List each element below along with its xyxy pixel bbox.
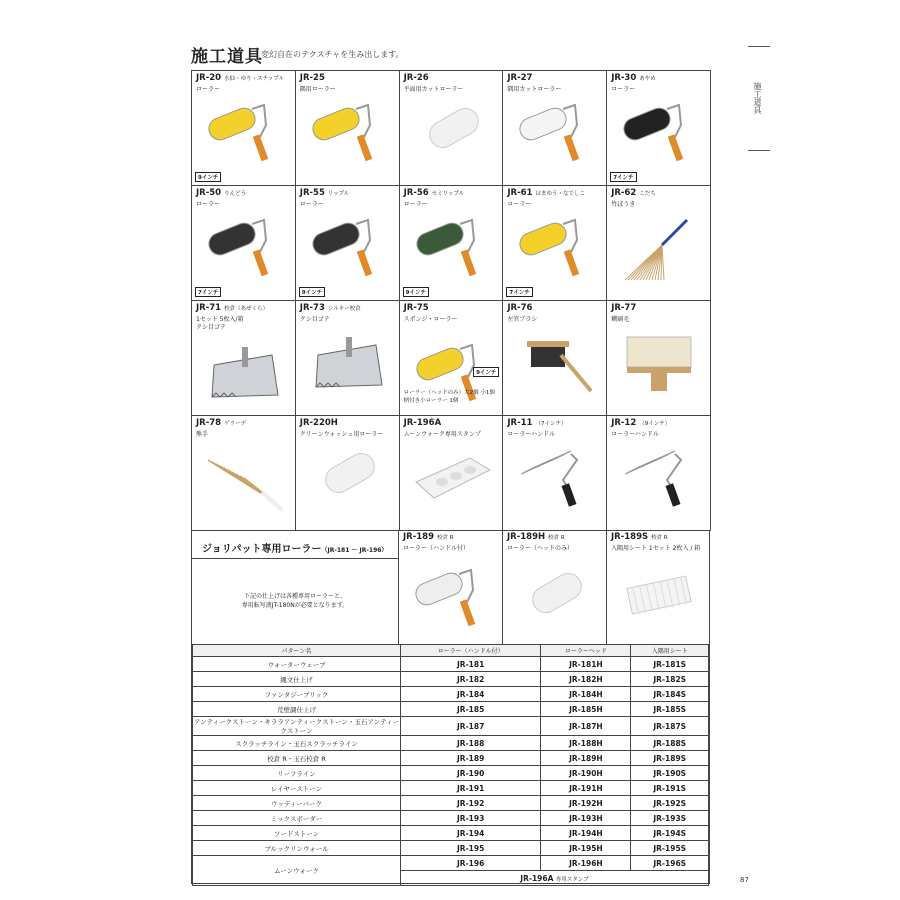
product-cell [503,186,607,301]
roller-section-intro [192,530,399,644]
product-description: スポンジ・ローラー [403,316,458,323]
product-description: ローラー（ハンドル付） [403,545,470,552]
roller-code: JR-195 [401,841,541,856]
product-code: JR-55 リップル [299,188,350,198]
stamp-code: JR-196A 専用スタンプ [401,871,709,886]
table-row [193,811,709,826]
roller-head-code: JR-184H [541,687,631,702]
brush-icon [513,325,597,397]
sheet-code: JR-195S [631,841,709,856]
product-cell [607,71,711,186]
roller-head-code: JR-196H [541,856,631,871]
product-description: 左官ブラシ [507,316,538,323]
product-code: JR-11 （7インチ） [507,418,567,428]
product-code: JR-220H [299,418,338,428]
sheet-icon [617,560,701,632]
table-row [193,856,709,871]
pattern-name: 校倉 R・玉石校倉 R [193,751,401,766]
sheet-code: JR-187S [631,717,709,736]
product-cell [400,186,504,301]
roller-head-code: JR-182H [541,672,631,687]
sheet-code: JR-181S [631,657,709,672]
paint-roller-icon [513,210,597,282]
product-cell [503,71,607,186]
table-row [193,751,709,766]
roller-code: JR-193 [401,811,541,826]
comb-trowel-icon [202,335,286,407]
product-code: JR-20 水仙・ゆり・スチップル [196,73,285,83]
sheet-code: JR-192S [631,796,709,811]
roller-handle-icon [617,440,701,512]
roller-handle-icon [513,440,597,512]
product-description: ローラー [403,201,428,208]
sidebar-section-label: 施工道具 [753,82,762,114]
page-number: 87 [740,876,749,884]
table-header-row [193,645,709,657]
table-row [193,766,709,781]
roller-code: JR-187 [401,717,541,736]
roller-code: JR-194 [401,826,541,841]
table-row [193,826,709,841]
product-description: 隅用カットローラー [507,86,562,93]
paint-roller-icon [409,560,493,632]
sheet-code: JR-190S [631,766,709,781]
product-code: JR-76 [507,303,533,313]
roller-section [191,530,710,884]
roller-section-note: 下記の仕上げは各種専用ローラーと、 専用転写液JT-180Nが必要となります。 [241,593,349,609]
pattern-table [192,644,709,886]
product-description: 竹ぼうき [611,201,636,208]
product-code: JR-26 [403,73,429,83]
product-cell [296,301,400,416]
product-code: JR-25 [299,73,325,83]
column-header: ローラーヘッド [541,645,631,657]
page-subtitle: 変幻自在のテクスチャを生み出します。 [261,50,404,59]
column-header: ローラー（ハンドル付） [401,645,541,657]
pattern-name: ウォーターウェーブ [193,657,401,672]
roller-head-code: JR-185H [541,702,631,717]
product-cell [192,71,296,186]
page-header [191,40,711,68]
product-cell [607,186,711,301]
product-cell [399,530,503,644]
product-cell [192,301,296,416]
roller-section-title: ジョリパット専用ローラー（JR-181 ～ JR-196） [202,544,388,555]
size-badge: 9インチ [195,172,221,182]
roller-code: JR-196 [401,856,541,871]
product-description: ローラー [611,86,636,93]
roller-code: JR-191 [401,781,541,796]
wide-brush-icon [617,325,701,397]
sheet-code: JR-196S [631,856,709,871]
product-cell [503,530,607,644]
roller-code: JR-188 [401,736,541,751]
roller-head-code: JR-194H [541,826,631,841]
sidebar-divider-top [748,46,770,47]
roller-head-code: JR-193H [541,811,631,826]
product-cell [192,186,296,301]
product-cell [607,530,711,644]
table-row [193,672,709,687]
product-description: 糊刷毛 [611,316,630,323]
pattern-name: 縄文仕上げ [193,672,401,687]
roller-head-icon [513,560,597,632]
roller-head-icon [306,440,390,512]
pattern-name: リーフライン [193,766,401,781]
product-cell [296,71,400,186]
roller-code: JR-181 [401,657,541,672]
size-badge: 9インチ [403,287,429,297]
product-description: ローラー [196,86,221,93]
table-row [193,796,709,811]
roller-code: JR-189 [401,751,541,766]
sheet-code: JR-191S [631,781,709,796]
product-code: JR-78 ゲラーデ [196,418,247,428]
product-code: JR-27 [507,73,533,83]
column-header: パターン名 [193,645,401,657]
roller-head-code: JR-189H [541,751,631,766]
product-cell [607,416,711,531]
product-code: JR-196A [403,418,442,428]
roller-code: JR-185 [401,702,541,717]
sheet-code: JR-188S [631,736,709,751]
product-description: 入隅用シート 1セット 2枚入 / 箱 [611,545,701,552]
product-cell [503,416,607,531]
product-description: ローラーハンドル [507,431,556,438]
page-title: 施工道具 [191,47,263,67]
pattern-name: ウッディーバーク [193,796,401,811]
sheet-code: JR-184S [631,687,709,702]
table-row [193,702,709,717]
divider [192,558,398,559]
size-badge: 7インチ [195,287,221,297]
product-description: ローラー [507,201,532,208]
product-code: JR-61 はまゆう・なでしこ [507,188,585,198]
sidebar-divider-bottom [748,150,770,151]
product-code: JR-73 シルキー校倉 [299,303,361,313]
table-row [193,717,709,736]
roller-head-code: JR-195H [541,841,631,856]
pattern-name: レイヤーストーン [193,781,401,796]
table-row [193,736,709,751]
product-grid [191,70,711,531]
pattern-name: アンティークストーン・キララアンティークストーン・玉石アンティークストーン [193,718,400,735]
roller-head-code: JR-191H [541,781,631,796]
pattern-name: スクラッチライン・玉石スクラッチライン [193,736,401,751]
product-code: JR-56 セミリップル [403,188,465,198]
table-row [193,841,709,856]
pattern-name: 荒壁調仕上げ [193,702,401,717]
product-code: JR-50 りんどう [196,188,247,198]
product-cell [400,416,504,531]
product-description: ローラー [299,201,324,208]
roller-head-code: JR-188H [541,736,631,751]
paint-roller-icon [202,210,286,282]
product-cell [296,416,400,531]
roller-head-code: JR-181H [541,657,631,672]
paint-roller-icon [306,210,390,282]
sheet-code: JR-189S [631,751,709,766]
pattern-name: ファンタジーブリック [193,687,401,702]
roller-code: JR-192 [401,796,541,811]
roller-head-code: JR-192H [541,796,631,811]
stamp-icon [410,440,494,512]
product-cell [503,301,607,416]
rake-icon [202,440,286,512]
product-description: 平面用カットローラー [403,86,464,93]
roller-code: JR-190 [401,766,541,781]
pattern-name: ムーンウォーク [193,856,401,886]
size-badge: 7インチ [610,172,636,182]
product-code: JR-189S 校倉 R [611,532,668,542]
roller-head-code: JR-190H [541,766,631,781]
paint-roller-icon [617,95,701,167]
product-description: ムーンウォーク専用スタンプ [403,431,481,438]
paint-roller-icon [513,95,597,167]
pattern-name: ブルックリンウォール [193,841,401,856]
product-description: クリーンウォッシュ用ローラー [299,431,384,438]
paint-roller-icon [202,95,286,167]
product-code: JR-62 こだち [611,188,656,198]
product-cell [607,301,711,416]
product-description: ローラーハンドル [611,431,659,438]
sheet-code: JR-194S [631,826,709,841]
table-row [193,781,709,796]
table-row [193,687,709,702]
product-code: JR-12 （9インチ） [611,418,671,428]
product-code: JR-71 校倉（あぜくら） [196,303,269,313]
product-code: JR-189H 校倉 R [507,532,565,542]
product-contents: ローラー（ヘッドのみ）大2個 小1個 柄付き小ローラー 1個 [403,390,495,404]
roller-code: JR-184 [401,687,541,702]
pattern-name: ミックスボーダー [193,811,401,826]
sheet-code: JR-193S [631,811,709,826]
table-row [193,657,709,672]
product-description: ローラー [196,201,221,208]
bamboo-broom-icon [617,210,701,282]
sheet-code: JR-182S [631,672,709,687]
size-badge: 9インチ [299,287,325,297]
roller-code: JR-182 [401,672,541,687]
product-description: クシ目ゴテ [299,316,330,323]
product-code: JR-189 校倉 R [403,532,454,542]
product-cell [400,301,504,416]
column-header: 入隅用シート [631,645,709,657]
product-description: 熊手 [196,431,209,438]
product-description: ローラー（ヘッドのみ） [507,545,574,552]
product-cell [400,71,504,186]
roller-head-code: JR-187H [541,717,631,736]
product-code: JR-77 [611,303,637,313]
paint-roller-icon [306,95,390,167]
sheet-code: JR-185S [631,702,709,717]
trowel-icon [306,325,390,397]
product-code: JR-30 あやめ [611,73,656,83]
product-code: JR-75 [403,303,429,313]
size-badge: 7インチ [506,287,532,297]
product-description: 1セット 5枚入/箱 クシ目ゴテ [196,316,244,331]
paint-roller-icon [410,95,494,167]
product-description: 隅用ローラー [299,86,336,93]
paint-roller-icon [410,210,494,282]
product-cell [192,416,296,531]
product-cell [296,186,400,301]
size-badge: 9インチ [473,367,499,377]
pattern-name: ソードストーン [193,826,401,841]
